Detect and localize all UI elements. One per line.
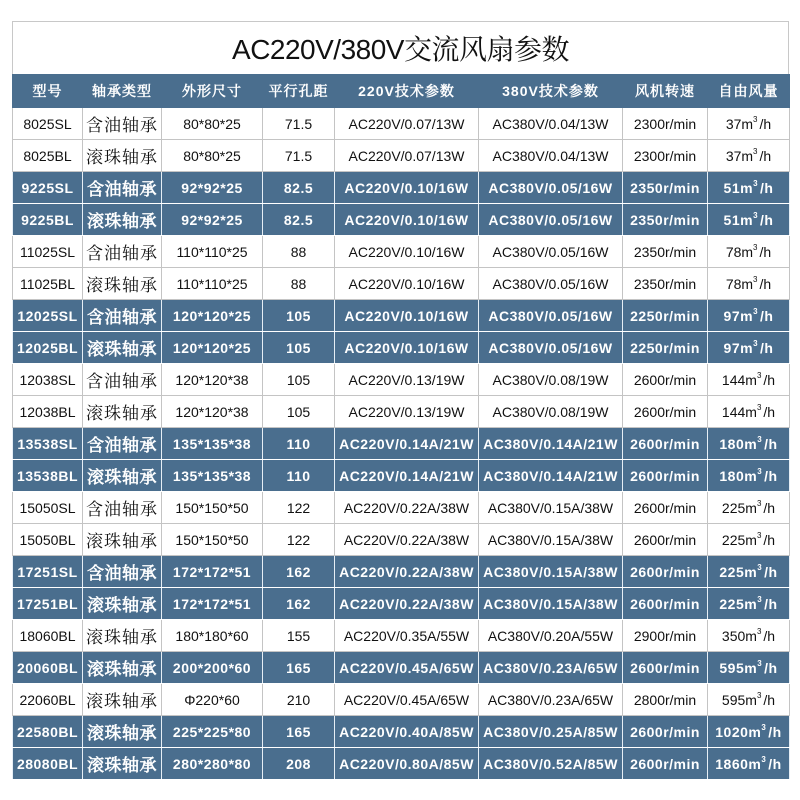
airflow-unit: /h xyxy=(764,468,778,484)
cell-220v-params: AC220V/0.07/13W xyxy=(335,140,479,172)
airflow-exponent: 3 xyxy=(757,467,763,476)
cell-380v-params: AC380V/0.04/13W xyxy=(479,108,623,140)
cell-bearing-type: 滚珠轴承 xyxy=(83,524,162,556)
cell-airflow xyxy=(708,428,790,460)
cell-dimensions: 172*172*51 xyxy=(162,556,263,588)
cell-220v-params: AC220V/0.10/16W xyxy=(335,300,479,332)
cell-hole-spacing: 71.5 xyxy=(263,108,335,140)
cell-fan-speed: 2600r/min xyxy=(623,428,708,460)
cell-380v-params: AC380V/0.05/16W xyxy=(479,300,623,332)
airflow-value: 97m xyxy=(723,308,754,324)
cell-hole-spacing: 105 xyxy=(263,364,335,396)
cell-bearing-type: 含油轴承 xyxy=(83,556,162,588)
cell-fan-speed: 2250r/min xyxy=(623,332,708,364)
airflow-unit: /h xyxy=(760,180,774,196)
cell-220v-params: AC220V/0.10/16W xyxy=(335,172,479,204)
cell-bearing-type: 含油轴承 xyxy=(83,108,162,140)
cell-hole-spacing: 165 xyxy=(263,652,335,684)
cell-airflow xyxy=(708,492,790,524)
cell-airflow xyxy=(708,332,790,364)
cell-model: 15050BL xyxy=(13,524,83,556)
airflow-value: 1020m xyxy=(715,724,762,740)
airflow-exponent: 3 xyxy=(756,403,762,412)
airflow-unit: /h xyxy=(764,436,778,452)
airflow-unit: /h xyxy=(760,308,774,324)
cell-model: 17251BL xyxy=(13,588,83,620)
airflow-value: 180m xyxy=(719,436,758,452)
airflow-unit: /h xyxy=(763,532,776,548)
cell-model: 15050SL xyxy=(13,492,83,524)
header-hole-spacing: 平行孔距 xyxy=(263,75,335,108)
cell-bearing-type: 滚珠轴承 xyxy=(83,140,162,172)
cell-220v-params: AC220V/0.10/16W xyxy=(335,204,479,236)
cell-220v-params: AC220V/0.80A/85W xyxy=(335,748,479,780)
cell-model: 11025BL xyxy=(13,268,83,300)
cell-airflow xyxy=(708,204,790,236)
cell-dimensions: 92*92*25 xyxy=(162,172,263,204)
cell-model: 17251SL xyxy=(13,556,83,588)
airflow-value: 51m xyxy=(723,180,754,196)
table-row xyxy=(13,620,790,652)
cell-fan-speed: 2600r/min xyxy=(623,588,708,620)
cell-bearing-type: 含油轴承 xyxy=(83,492,162,524)
table-row xyxy=(13,556,790,588)
airflow-value: 225m xyxy=(721,532,757,548)
cell-bearing-type: 滚珠轴承 xyxy=(83,652,162,684)
cell-bearing-type: 含油轴承 xyxy=(83,172,162,204)
cell-model: 8025BL xyxy=(13,140,83,172)
cell-hole-spacing: 110 xyxy=(263,428,335,460)
airflow-value: 144m xyxy=(721,404,757,420)
airflow-unit: /h xyxy=(764,660,778,676)
table-row xyxy=(13,492,790,524)
cell-dimensions: 135*135*38 xyxy=(162,460,263,492)
cell-fan-speed: 2350r/min xyxy=(623,172,708,204)
cell-220v-params: AC220V/0.10/16W xyxy=(335,268,479,300)
cell-380v-params: AC380V/0.08/19W xyxy=(479,396,623,428)
cell-dimensions: 180*180*60 xyxy=(162,620,263,652)
cell-bearing-type: 滚珠轴承 xyxy=(83,684,162,716)
cell-220v-params: AC220V/0.45A/65W xyxy=(335,652,479,684)
cell-380v-params: AC380V/0.05/16W xyxy=(479,332,623,364)
cell-model: 12038BL xyxy=(13,396,83,428)
cell-380v-params: AC380V/0.52A/85W xyxy=(479,748,623,780)
cell-220v-params: AC220V/0.07/13W xyxy=(335,108,479,140)
cell-dimensions: 150*150*50 xyxy=(162,492,263,524)
cell-380v-params: AC380V/0.23A/65W xyxy=(479,652,623,684)
cell-220v-params: AC220V/0.10/16W xyxy=(335,332,479,364)
cell-fan-speed: 2600r/min xyxy=(623,652,708,684)
airflow-exponent: 3 xyxy=(757,595,763,604)
cell-airflow xyxy=(708,300,790,332)
cell-fan-speed: 2900r/min xyxy=(623,620,708,652)
airflow-unit: /h xyxy=(768,724,782,740)
cell-220v-params: AC220V/0.35A/55W xyxy=(335,620,479,652)
cell-hole-spacing: 122 xyxy=(263,524,335,556)
cell-380v-params: AC380V/0.05/16W xyxy=(479,172,623,204)
airflow-value: 595m xyxy=(721,692,757,708)
airflow-exponent: 3 xyxy=(753,339,759,348)
cell-220v-params: AC220V/0.13/19W xyxy=(335,364,479,396)
airflow-unit: /h xyxy=(759,244,772,260)
cell-hole-spacing: 82.5 xyxy=(263,172,335,204)
airflow-unit: /h xyxy=(760,212,774,228)
cell-380v-params: AC380V/0.23A/65W xyxy=(479,684,623,716)
airflow-value: 37m xyxy=(725,116,754,132)
cell-220v-params: AC220V/0.22A/38W xyxy=(335,524,479,556)
cell-model: 13538BL xyxy=(13,460,83,492)
airflow-exponent: 3 xyxy=(761,755,767,764)
airflow-value: 350m xyxy=(721,628,757,644)
cell-220v-params: AC220V/0.45A/65W xyxy=(335,684,479,716)
airflow-exponent: 3 xyxy=(756,499,762,508)
table-row xyxy=(13,588,790,620)
cell-dimensions: 225*225*80 xyxy=(162,716,263,748)
table-row xyxy=(13,652,790,684)
table-row xyxy=(13,684,790,716)
table-row xyxy=(13,524,790,556)
airflow-unit: /h xyxy=(759,276,772,292)
header-model: 型号 xyxy=(13,75,83,108)
cell-hole-spacing: 155 xyxy=(263,620,335,652)
table-row xyxy=(13,204,790,236)
cell-380v-params: AC380V/0.14A/21W xyxy=(479,460,623,492)
cell-bearing-type: 含油轴承 xyxy=(83,236,162,268)
cell-hole-spacing: 88 xyxy=(263,236,335,268)
table-row xyxy=(13,748,790,780)
header-airflow: 自由风量 xyxy=(708,75,790,108)
cell-dimensions: 120*120*38 xyxy=(162,364,263,396)
cell-220v-params: AC220V/0.14A/21W xyxy=(335,428,479,460)
airflow-value: 51m xyxy=(723,212,754,228)
header-220v-params: 220V技术参数 xyxy=(335,75,479,108)
airflow-unit: /h xyxy=(763,372,776,388)
cell-380v-params: AC380V/0.25A/85W xyxy=(479,716,623,748)
cell-bearing-type: 含油轴承 xyxy=(83,300,162,332)
table-row xyxy=(13,268,790,300)
table-row xyxy=(13,460,790,492)
cell-airflow xyxy=(708,108,790,140)
airflow-exponent: 3 xyxy=(753,307,759,316)
cell-hole-spacing: 162 xyxy=(263,588,335,620)
airflow-exponent: 3 xyxy=(757,435,763,444)
airflow-unit: /h xyxy=(763,404,776,420)
airflow-unit: /h xyxy=(764,564,778,580)
cell-220v-params: AC220V/0.22A/38W xyxy=(335,556,479,588)
spec-sheet xyxy=(12,21,789,780)
airflow-value: 144m xyxy=(721,372,757,388)
cell-airflow xyxy=(708,716,790,748)
cell-model: 20060BL xyxy=(13,652,83,684)
cell-hole-spacing: 210 xyxy=(263,684,335,716)
airflow-exponent: 3 xyxy=(756,531,762,540)
cell-dimensions: 80*80*25 xyxy=(162,140,263,172)
cell-380v-params: AC380V/0.14A/21W xyxy=(479,428,623,460)
table-row xyxy=(13,172,790,204)
cell-dimensions: 80*80*25 xyxy=(162,108,263,140)
cell-bearing-type: 滚珠轴承 xyxy=(83,332,162,364)
airflow-value: 78m xyxy=(725,276,754,292)
cell-airflow xyxy=(708,556,790,588)
airflow-value: 1860m xyxy=(715,756,762,772)
cell-dimensions: 110*110*25 xyxy=(162,268,263,300)
cell-380v-params: AC380V/0.20A/55W xyxy=(479,620,623,652)
cell-fan-speed: 2350r/min xyxy=(623,236,708,268)
cell-fan-speed: 2300r/min xyxy=(623,140,708,172)
cell-bearing-type: 含油轴承 xyxy=(83,428,162,460)
cell-airflow xyxy=(708,684,790,716)
cell-380v-params: AC380V/0.15A/38W xyxy=(479,556,623,588)
cell-220v-params: AC220V/0.22A/38W xyxy=(335,492,479,524)
page-title: AC220V/380V交流风扇参数 xyxy=(12,21,789,74)
cell-bearing-type: 滚珠轴承 xyxy=(83,716,162,748)
cell-bearing-type: 滚珠轴承 xyxy=(83,268,162,300)
airflow-exponent: 3 xyxy=(753,179,759,188)
cell-hole-spacing: 105 xyxy=(263,332,335,364)
table-row xyxy=(13,236,790,268)
cell-airflow xyxy=(708,236,790,268)
table-row xyxy=(13,108,790,140)
cell-airflow xyxy=(708,364,790,396)
cell-fan-speed: 2250r/min xyxy=(623,300,708,332)
cell-380v-params: AC380V/0.15A/38W xyxy=(479,524,623,556)
cell-220v-params: AC220V/0.40A/85W xyxy=(335,716,479,748)
table-row xyxy=(13,364,790,396)
airflow-unit: /h xyxy=(763,692,776,708)
table-row xyxy=(13,140,790,172)
airflow-exponent: 3 xyxy=(756,371,762,380)
cell-220v-params: AC220V/0.14A/21W xyxy=(335,460,479,492)
airflow-value: 225m xyxy=(721,500,757,516)
cell-dimensions: 120*120*25 xyxy=(162,300,263,332)
cell-fan-speed: 2600r/min xyxy=(623,716,708,748)
airflow-exponent: 3 xyxy=(753,147,758,156)
airflow-value: 225m xyxy=(719,564,758,580)
airflow-exponent: 3 xyxy=(753,115,758,124)
cell-fan-speed: 2600r/min xyxy=(623,524,708,556)
cell-dimensions: 135*135*38 xyxy=(162,428,263,460)
cell-airflow xyxy=(708,460,790,492)
fan-spec-table xyxy=(12,74,790,780)
cell-fan-speed: 2600r/min xyxy=(623,748,708,780)
cell-380v-params: AC380V/0.08/19W xyxy=(479,364,623,396)
cell-380v-params: AC380V/0.05/16W xyxy=(479,236,623,268)
cell-hole-spacing: 105 xyxy=(263,300,335,332)
cell-dimensions: 200*200*60 xyxy=(162,652,263,684)
airflow-value: 97m xyxy=(723,340,754,356)
cell-220v-params: AC220V/0.13/19W xyxy=(335,396,479,428)
cell-hole-spacing: 122 xyxy=(263,492,335,524)
airflow-unit: /h xyxy=(760,340,774,356)
airflow-unit: /h xyxy=(763,628,776,644)
airflow-exponent: 3 xyxy=(757,659,763,668)
airflow-value: 595m xyxy=(719,660,758,676)
airflow-unit: /h xyxy=(768,756,782,772)
cell-bearing-type: 滚珠轴承 xyxy=(83,588,162,620)
cell-fan-speed: 2800r/min xyxy=(623,684,708,716)
table-header-row xyxy=(13,75,790,108)
cell-airflow xyxy=(708,588,790,620)
cell-bearing-type: 滚珠轴承 xyxy=(83,460,162,492)
cell-dimensions: 120*120*38 xyxy=(162,396,263,428)
cell-hole-spacing: 208 xyxy=(263,748,335,780)
cell-airflow xyxy=(708,140,790,172)
table-row xyxy=(13,428,790,460)
cell-hole-spacing: 82.5 xyxy=(263,204,335,236)
cell-fan-speed: 2600r/min xyxy=(623,492,708,524)
cell-220v-params: AC220V/0.22A/38W xyxy=(335,588,479,620)
cell-fan-speed: 2600r/min xyxy=(623,364,708,396)
cell-fan-speed: 2350r/min xyxy=(623,268,708,300)
cell-hole-spacing: 165 xyxy=(263,716,335,748)
cell-380v-params: AC380V/0.15A/38W xyxy=(479,492,623,524)
cell-model: 9225BL xyxy=(13,204,83,236)
cell-hole-spacing: 88 xyxy=(263,268,335,300)
cell-bearing-type: 含油轴承 xyxy=(83,364,162,396)
cell-model: 12038SL xyxy=(13,364,83,396)
cell-model: 11025SL xyxy=(13,236,83,268)
table-row xyxy=(13,716,790,748)
cell-bearing-type: 滚珠轴承 xyxy=(83,204,162,236)
cell-380v-params: AC380V/0.04/13W xyxy=(479,140,623,172)
airflow-exponent: 3 xyxy=(753,243,758,252)
airflow-value: 225m xyxy=(719,596,758,612)
cell-hole-spacing: 162 xyxy=(263,556,335,588)
airflow-unit: /h xyxy=(763,500,776,516)
cell-model: 22060BL xyxy=(13,684,83,716)
cell-380v-params: AC380V/0.05/16W xyxy=(479,268,623,300)
airflow-unit: /h xyxy=(764,596,778,612)
cell-hole-spacing: 105 xyxy=(263,396,335,428)
airflow-value: 78m xyxy=(725,244,754,260)
header-bearing-type: 轴承类型 xyxy=(83,75,162,108)
cell-dimensions: 172*172*51 xyxy=(162,588,263,620)
airflow-exponent: 3 xyxy=(753,275,758,284)
cell-dimensions: 92*92*25 xyxy=(162,204,263,236)
cell-dimensions: 110*110*25 xyxy=(162,236,263,268)
table-row xyxy=(13,396,790,428)
cell-airflow xyxy=(708,172,790,204)
cell-dimensions: 120*120*25 xyxy=(162,332,263,364)
airflow-unit: /h xyxy=(759,148,772,164)
cell-model: 13538SL xyxy=(13,428,83,460)
cell-dimensions: Φ220*60 xyxy=(162,684,263,716)
cell-model: 12025BL xyxy=(13,332,83,364)
airflow-value: 180m xyxy=(719,468,758,484)
airflow-exponent: 3 xyxy=(753,211,759,220)
cell-fan-speed: 2600r/min xyxy=(623,396,708,428)
cell-220v-params: AC220V/0.10/16W xyxy=(335,236,479,268)
airflow-unit: /h xyxy=(759,116,772,132)
airflow-exponent: 3 xyxy=(761,723,767,732)
cell-bearing-type: 滚珠轴承 xyxy=(83,748,162,780)
airflow-exponent: 3 xyxy=(757,563,763,572)
cell-airflow xyxy=(708,524,790,556)
cell-model: 28080BL xyxy=(13,748,83,780)
header-380v-params: 380V技术参数 xyxy=(479,75,623,108)
cell-fan-speed: 2300r/min xyxy=(623,108,708,140)
cell-hole-spacing: 110 xyxy=(263,460,335,492)
airflow-exponent: 3 xyxy=(756,691,762,700)
cell-airflow xyxy=(708,652,790,684)
cell-380v-params: AC380V/0.15A/38W xyxy=(479,588,623,620)
airflow-value: 37m xyxy=(725,148,754,164)
cell-model: 22580BL xyxy=(13,716,83,748)
cell-airflow xyxy=(708,396,790,428)
cell-airflow xyxy=(708,620,790,652)
cell-airflow xyxy=(708,268,790,300)
table-row xyxy=(13,332,790,364)
airflow-exponent: 3 xyxy=(756,627,762,636)
cell-bearing-type: 滚珠轴承 xyxy=(83,620,162,652)
cell-dimensions: 280*280*80 xyxy=(162,748,263,780)
cell-hole-spacing: 71.5 xyxy=(263,140,335,172)
cell-380v-params: AC380V/0.05/16W xyxy=(479,204,623,236)
cell-fan-speed: 2350r/min xyxy=(623,204,708,236)
cell-bearing-type: 滚珠轴承 xyxy=(83,396,162,428)
cell-fan-speed: 2600r/min xyxy=(623,556,708,588)
cell-dimensions: 150*150*50 xyxy=(162,524,263,556)
cell-model: 18060BL xyxy=(13,620,83,652)
cell-fan-speed: 2600r/min xyxy=(623,460,708,492)
cell-model: 9225SL xyxy=(13,172,83,204)
header-fan-speed: 风机转速 xyxy=(623,75,708,108)
table-row xyxy=(13,300,790,332)
cell-model: 8025SL xyxy=(13,108,83,140)
header-dimensions: 外形尺寸 xyxy=(162,75,263,108)
cell-airflow xyxy=(708,748,790,780)
cell-model: 12025SL xyxy=(13,300,83,332)
